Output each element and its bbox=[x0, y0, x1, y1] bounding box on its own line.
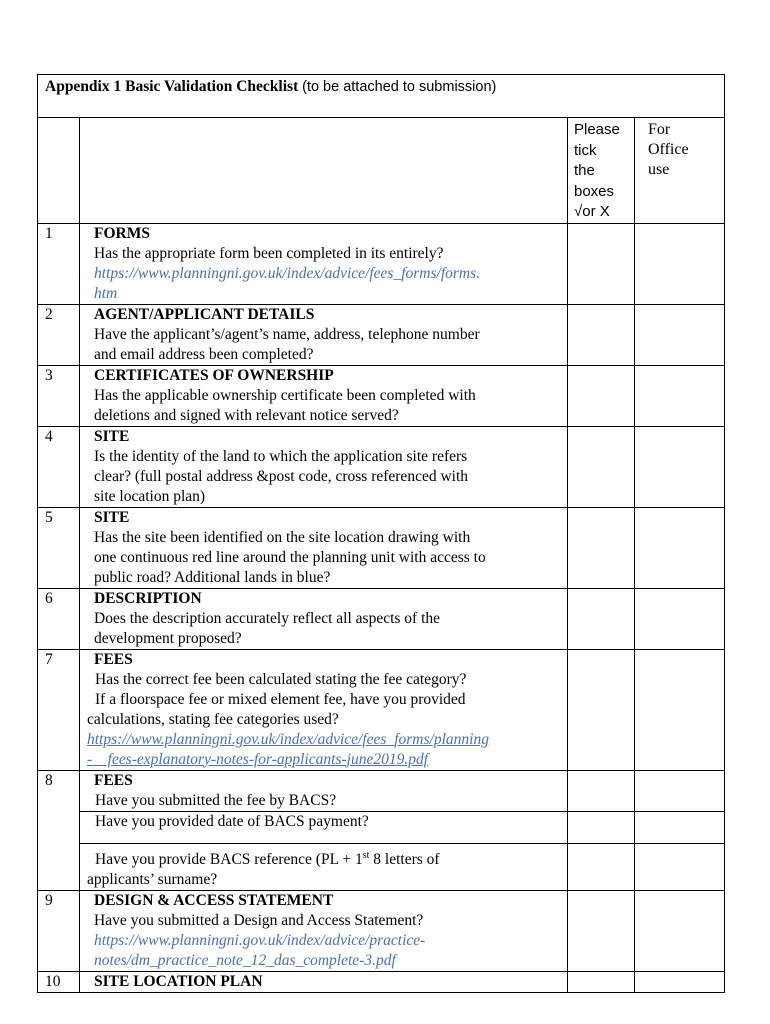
row-heading: AGENT/APPLICANT DETAILS bbox=[94, 305, 315, 323]
office-box bbox=[635, 426, 725, 507]
tick-box[interactable] bbox=[568, 507, 635, 588]
office-box bbox=[635, 843, 725, 890]
tick-header-line: boxes bbox=[574, 182, 615, 200]
row-number: 9 bbox=[38, 890, 80, 971]
row-question: site location plan) bbox=[94, 487, 206, 505]
row-question: Is the identity of the land to which the application site refers bbox=[94, 447, 468, 465]
bacs-ref-text: Have you provide BACS reference (PL + 1 bbox=[95, 850, 363, 868]
checklist-row bbox=[38, 649, 725, 770]
header-empty-num bbox=[38, 118, 80, 224]
office-box bbox=[635, 223, 725, 304]
row-number: 8 bbox=[38, 770, 80, 890]
row-heading: FORMS bbox=[94, 224, 150, 242]
office-header-line: For bbox=[648, 121, 671, 138]
row-question: calculations, stating fee categories used? bbox=[87, 710, 339, 728]
row-question: If a floorspace fee or mixed element fee, have you provided bbox=[95, 690, 466, 708]
row-number: 3 bbox=[38, 365, 80, 426]
row-question: clear? (full postal address &post code, cross referenced with bbox=[94, 467, 469, 485]
row-heading: CERTIFICATES OF OWNERSHIP bbox=[94, 366, 334, 384]
das-link[interactable]: https://www.planningni.gov.uk/index/advice/practice- bbox=[94, 931, 426, 949]
row-question: applicants’ surname? bbox=[87, 870, 218, 888]
row-content bbox=[80, 223, 568, 304]
tick-box[interactable] bbox=[568, 811, 635, 843]
validation-checklist-table bbox=[37, 74, 725, 993]
row-question: deletions and signed with relevant notice served? bbox=[94, 406, 399, 424]
row-content bbox=[80, 971, 568, 992]
fees-link[interactable]: https://www.planningni.gov.uk/index/advice/fees_forms/planning bbox=[87, 730, 489, 748]
row-question: Have you provided date of BACS payment? bbox=[95, 812, 369, 830]
row-number: 4 bbox=[38, 426, 80, 507]
row-question: public road? Additional lands in blue? bbox=[94, 568, 331, 586]
title-bold: Appendix 1 Basic Validation Checklist bbox=[45, 78, 299, 95]
row-question: Have the applicant’s/agent’s name, address, telephone number bbox=[94, 325, 480, 343]
row-question: Does the description accurately reflect all aspects of the bbox=[94, 609, 441, 627]
checklist-row bbox=[38, 507, 725, 588]
row-content bbox=[80, 365, 568, 426]
tick-box[interactable] bbox=[568, 890, 635, 971]
row-heading: SITE LOCATION PLAN bbox=[94, 972, 263, 990]
column-header-row bbox=[38, 118, 725, 224]
row-content bbox=[80, 588, 568, 649]
row-content bbox=[80, 843, 568, 890]
checklist-row bbox=[38, 365, 725, 426]
tick-box[interactable] bbox=[568, 588, 635, 649]
fees-link-cont[interactable]: - fees-explanatory-notes-for-applicants-june2019.pdf bbox=[87, 750, 429, 768]
title-row bbox=[38, 75, 725, 118]
forms-link[interactable]: https://www.planningni.gov.uk/index/advice/fees_forms/forms. bbox=[94, 264, 481, 282]
row-question: Have you submitted the fee by BACS? bbox=[95, 791, 337, 809]
bacs-ref-sup: st bbox=[362, 849, 370, 861]
row-question bbox=[94, 850, 563, 870]
row-question: Has the correct fee been calculated stating the fee category? bbox=[95, 670, 467, 688]
tick-box[interactable] bbox=[568, 971, 635, 992]
row-question: development proposed? bbox=[94, 629, 242, 647]
das-link-cont[interactable]: notes/dm_practice_note_12_das_complete-3.pdf bbox=[94, 951, 396, 969]
row-heading: DESCRIPTION bbox=[94, 589, 202, 607]
bacs-ref-text-end: 8 letters of bbox=[369, 850, 440, 868]
checklist-row bbox=[38, 223, 725, 304]
row-content bbox=[80, 649, 568, 770]
row-heading: FEES bbox=[94, 771, 133, 789]
tick-box[interactable] bbox=[568, 843, 635, 890]
checklist-row bbox=[38, 426, 725, 507]
row-content bbox=[80, 507, 568, 588]
row-content bbox=[80, 811, 568, 843]
office-box bbox=[635, 365, 725, 426]
office-header-line: Office bbox=[648, 141, 689, 158]
tick-box[interactable] bbox=[568, 365, 635, 426]
row-question: Has the site been identified on the site location drawing with bbox=[94, 528, 471, 546]
tick-header-line: √or X bbox=[574, 203, 610, 220]
tick-box[interactable] bbox=[568, 223, 635, 304]
office-box bbox=[635, 507, 725, 588]
office-header-line: use bbox=[648, 161, 670, 178]
tick-box[interactable] bbox=[568, 649, 635, 770]
row-question: one continuous red line around the planning unit with access to bbox=[94, 548, 486, 566]
row-question: Have you submitted a Design and Access Statement? bbox=[94, 911, 424, 929]
checklist-title bbox=[38, 75, 725, 118]
row-number: 10 bbox=[38, 971, 80, 992]
checklist-row bbox=[38, 770, 725, 811]
header-empty-content bbox=[80, 118, 568, 224]
checklist-row bbox=[38, 971, 725, 992]
row-question: Has the appropriate form been completed in its entirely? bbox=[94, 244, 444, 262]
office-box bbox=[635, 890, 725, 971]
row-content bbox=[80, 426, 568, 507]
title-note: (to be attached to submission) bbox=[302, 79, 497, 95]
forms-link-cont[interactable]: htm bbox=[94, 284, 118, 302]
tick-header-line: Please bbox=[574, 121, 620, 138]
tick-box[interactable] bbox=[568, 304, 635, 365]
checklist-row bbox=[38, 588, 725, 649]
office-box bbox=[635, 770, 725, 811]
checklist-row bbox=[38, 890, 725, 971]
row-question: Has the applicable ownership certificate been completed with bbox=[94, 386, 476, 404]
row-number: 5 bbox=[38, 507, 80, 588]
checklist-subrow bbox=[38, 843, 725, 890]
header-tick-column bbox=[568, 118, 635, 224]
row-heading: FEES bbox=[94, 650, 133, 668]
row-number: 2 bbox=[38, 304, 80, 365]
row-number: 1 bbox=[38, 223, 80, 304]
office-box bbox=[635, 304, 725, 365]
office-box bbox=[635, 811, 725, 843]
tick-header-line: the bbox=[574, 162, 595, 179]
tick-header-line: tick bbox=[574, 141, 597, 159]
row-heading: SITE bbox=[94, 508, 130, 526]
office-box bbox=[635, 971, 725, 992]
checklist-subrow bbox=[38, 811, 725, 843]
row-content bbox=[80, 890, 568, 971]
row-content bbox=[80, 770, 568, 811]
row-question: and email address been completed? bbox=[94, 345, 314, 363]
row-heading: SITE bbox=[94, 427, 130, 445]
header-office-column bbox=[635, 118, 725, 224]
office-box bbox=[635, 588, 725, 649]
tick-box[interactable] bbox=[568, 426, 635, 507]
checklist-row bbox=[38, 304, 725, 365]
row-content bbox=[80, 304, 568, 365]
office-box bbox=[635, 649, 725, 770]
row-number: 6 bbox=[38, 588, 80, 649]
tick-box[interactable] bbox=[568, 770, 635, 811]
row-number: 7 bbox=[38, 649, 80, 770]
row-heading: DESIGN & ACCESS STATEMENT bbox=[94, 891, 334, 909]
